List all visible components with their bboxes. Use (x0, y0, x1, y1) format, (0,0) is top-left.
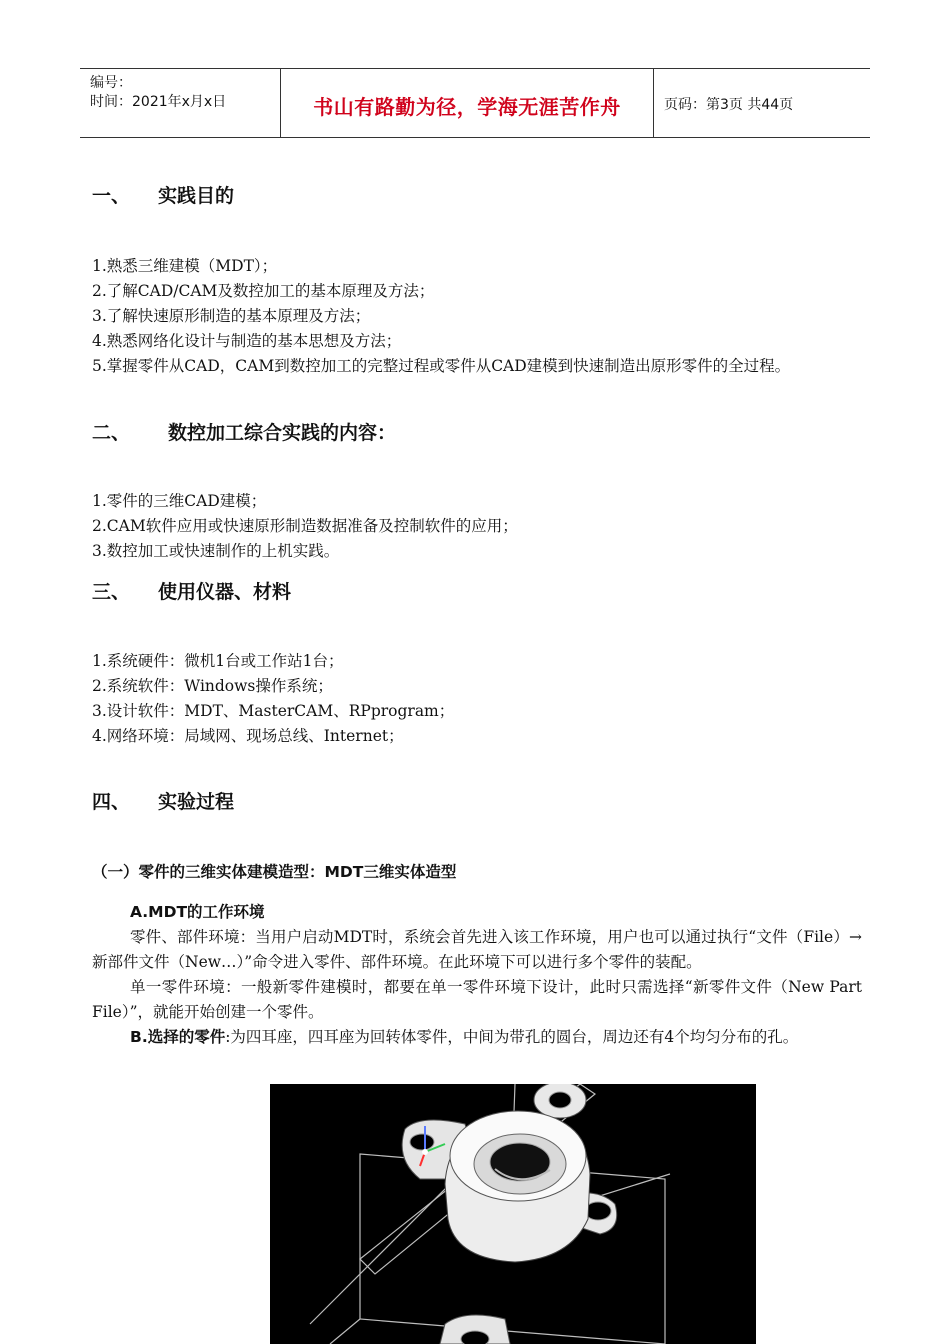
section4-body (92, 900, 862, 1050)
header-motto-cell (281, 69, 654, 137)
section1-list (92, 254, 872, 379)
list-item: 1.熟悉三维建模（MDT）； (92, 257, 278, 275)
list-item: 2.了解CAD/CAM及数控加工的基本原理及方法； (92, 282, 435, 300)
section3-title: 使用仪器、材料 (158, 581, 292, 603)
ear-top (534, 1084, 586, 1118)
date-label: 时间：2021年x月x日 (90, 94, 227, 110)
ear-bottom (440, 1315, 510, 1344)
header-left-cell (80, 69, 281, 137)
list-item: 3.数控加工或快速制作的上机实践。 (92, 542, 340, 560)
section4-number: 四、 (92, 791, 131, 813)
section1-heading (92, 181, 234, 208)
code-label: 编号： (90, 75, 132, 91)
list-item: 3.了解快速原形制造的基本原理及方法； (92, 307, 371, 325)
section3-list (92, 649, 872, 749)
section2-list (92, 489, 872, 564)
list-item: 1.系统硬件：微机1台或工作站1台； (92, 652, 344, 670)
b-text: :为四耳座，四耳座为回转体零件，中间为带孔的圆台，周边还有4个均匀分布的孔。 (225, 1028, 799, 1046)
section2-number: 二、 (92, 422, 131, 444)
list-item: 4.熟悉网络化设计与制造的基本思想及方法； (92, 332, 402, 350)
a-title: A.MDT的工作环境 (130, 903, 265, 921)
list-item: 3.设计软件：MDT、MasterCAM、RPprogram； (92, 702, 455, 720)
page-info: 页码：第3页 共44页 (664, 97, 794, 113)
section3-number: 三、 (92, 581, 131, 603)
list-item: 5.掌握零件从CAD，CAM到数控加工的完整过程或零件从CAD建模到快速制造出原形零件的全过程。 (92, 357, 791, 375)
section2-heading (92, 418, 396, 445)
page-header (80, 68, 870, 138)
list-item: 2.系统软件：Windows操作系统； (92, 677, 333, 695)
list-item: 1.零件的三维CAD建模； (92, 492, 267, 510)
center-boss (445, 1111, 590, 1262)
section1-title: 实践目的 (158, 185, 235, 207)
paragraph-selected-part (92, 1025, 862, 1050)
cad-model-image (270, 1084, 756, 1344)
section1-number: 一、 (92, 185, 131, 207)
paragraph-single-part: 单一零件环境：一般新零件建模时，都要在单一零件环境下设计，此时只需选择“新零件文件（New Part File）”，就能开始创建一个零件。 (92, 978, 862, 1021)
list-item: 2.CAM软件应用或快速原形制造数据准备及控制软件的应用； (92, 517, 518, 535)
b-label: B.选择的零件 (130, 1028, 226, 1046)
paragraph-part-environment: 零件、部件环境：当用户启动MDT时，系统会首先进入该工作环境，用户也可以通过执行“文件（File）→新部件文件（New…）”命令进入零件、部件环境。在此环境下可以进行多个零件的装配。 (92, 928, 862, 971)
header-right-cell (654, 69, 870, 137)
four-ear-seat-model (270, 1084, 756, 1344)
section2-title: 数控加工综合实践的内容： (168, 422, 397, 444)
section4-title: 实验过程 (158, 791, 235, 813)
motto: 书山有路勤为径，学海无涯苦作舟 (313, 95, 621, 119)
section4-heading (92, 787, 234, 814)
subsection-heading: （一）零件的三维实体建模造型：MDT三维实体造型 (92, 863, 457, 881)
section3-heading (92, 577, 291, 604)
list-item: 4.网络环境：局域网、现场总线、Internet； (92, 727, 404, 745)
